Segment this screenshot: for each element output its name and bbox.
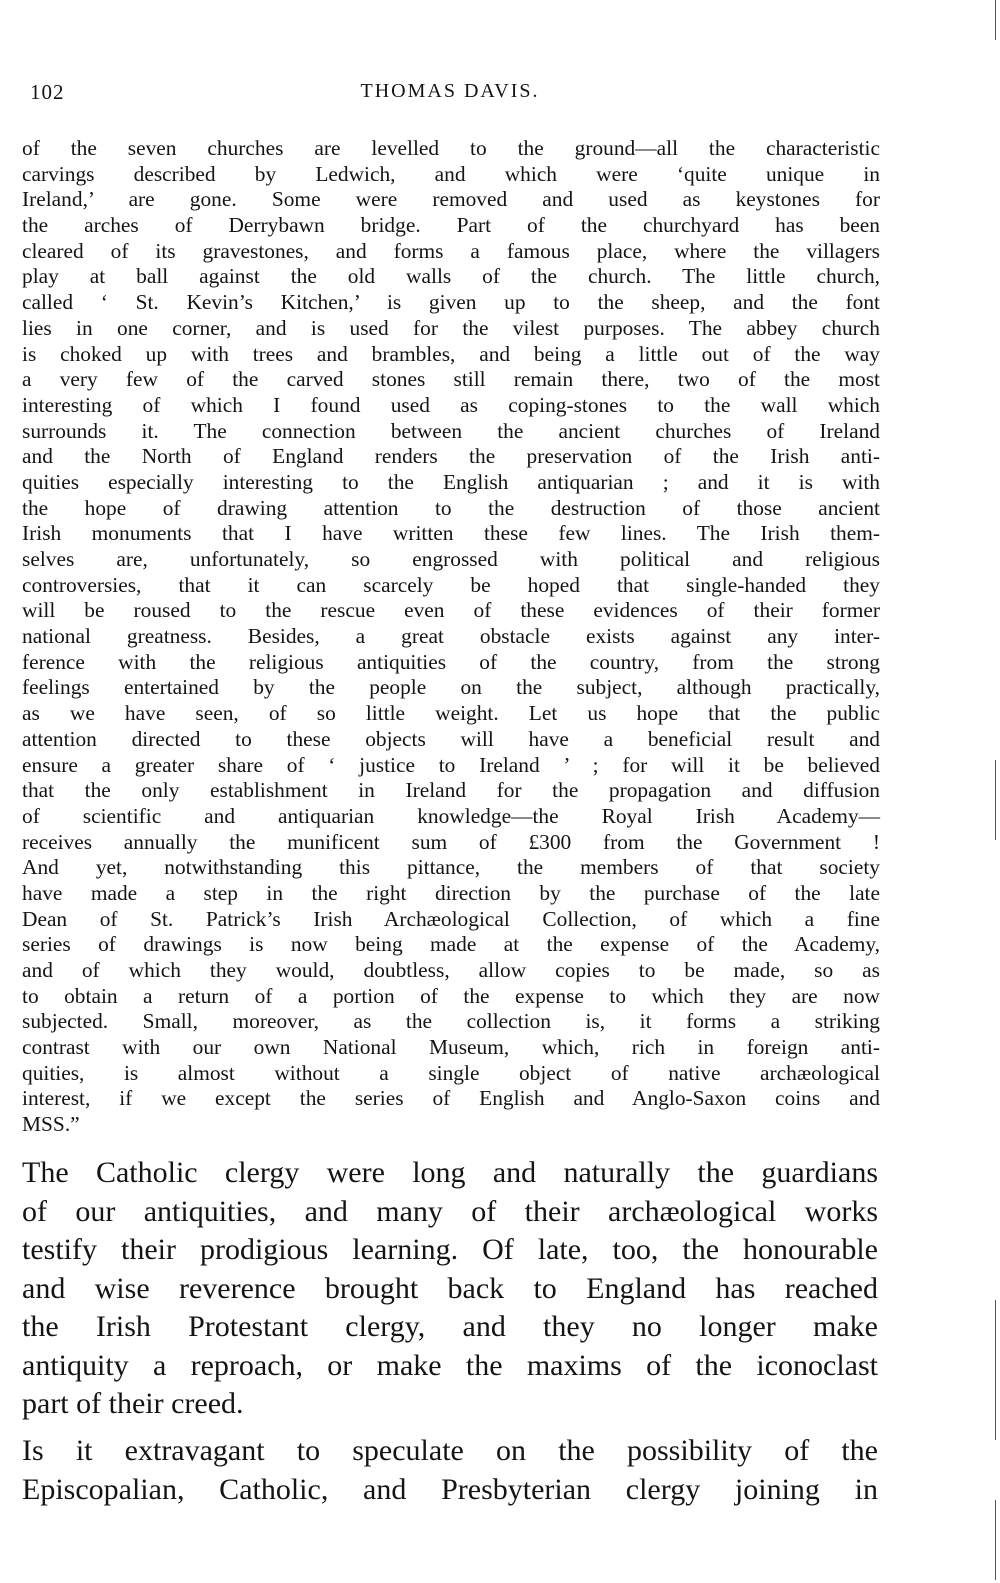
text-line: Episcopalian, Catholic, and Presbyterian clergy joining in — [22, 1472, 878, 1506]
text-line: Dean of St. Patrick’s Irish Archæological Collection, of which a fine — [22, 906, 880, 931]
text-line: is choked up with trees and brambles, and being a little out of the way — [22, 341, 880, 366]
scan-edge-mark — [995, 760, 996, 840]
text-line: interesting of which I found used as coping-stones to the wall which — [22, 392, 880, 417]
text-line: ference with the religious antiquities of the country, from the strong — [22, 649, 880, 674]
text-line: feelings entertained by the people on the subject, although practically, — [22, 675, 880, 700]
text-line: of the seven churches are levelled to the ground—all the characteristic — [22, 136, 880, 160]
text-line: carvings described by Ledwich, and which were ‘quite unique in — [22, 161, 880, 186]
text-line: interest, if we except the series of English and Anglo-Saxon coins and — [22, 1086, 880, 1111]
text-line: national greatness. Besides, a great obstacle exists against any inter- — [22, 624, 880, 649]
text-line: MSS.” — [22, 1112, 80, 1137]
text-line: controversies, that it can scarcely be hoped that single-handed they — [22, 572, 880, 597]
text-line: antiquity a reproach, or make the maxims of the iconoclast — [22, 1348, 878, 1382]
text-line: of scientific and antiquarian knowledge—the Royal Irish Academy— — [22, 803, 880, 828]
running-head: THOMAS DAVIS. — [360, 80, 540, 102]
text-line: have made a step in the right direction by the purchase of the late — [22, 880, 880, 905]
text-line: Ireland,’ are gone. Some were removed and used as keystones for — [22, 187, 880, 212]
text-line: play at ball against the old walls of the church. The little church, — [22, 264, 880, 289]
text-line: the hope of drawing attention to the destruction of those ancient — [22, 495, 880, 520]
scan-edge-mark — [995, 0, 996, 40]
scan-edge-mark — [995, 1300, 996, 1440]
text-line: selves are, unfortunately, so engrossed with political and religious — [22, 547, 880, 571]
text-line: The Catholic clergy were long and naturally the guardians — [22, 1156, 878, 1189]
text-line: that the only establishment in Ireland for the propagation and diffusion — [22, 778, 880, 803]
text-line: called ‘ St. Kevin’s Kitchen,’ is given up to the sheep, and the font — [22, 290, 880, 315]
text-line: part of their creed. — [22, 1387, 244, 1420]
text-line: receives annually the munificent sum of £300 from the Government ! — [22, 829, 880, 854]
text-line: lies in one corner, and is used for the vilest purposes. The abbey church — [22, 315, 880, 340]
text-line: quities, is almost without a single object of native archæological — [22, 1060, 880, 1085]
body-paragraph-2 — [22, 1432, 878, 1509]
text-line: quities especially interesting to the English antiquarian ; and it is with — [22, 469, 880, 494]
text-line: of our antiquities, and many of their archæological works — [22, 1194, 878, 1228]
text-line: the Irish Protestant clergy, and they no longer make — [22, 1310, 878, 1343]
page-number: 102 — [30, 80, 65, 104]
body-paragraph-1 — [22, 1154, 878, 1424]
text-line: a very few of the carved stones still remain there, two of the most — [22, 367, 880, 392]
text-line: and of which they would, doubtless, allow copies to be made, so as — [22, 958, 880, 982]
scan-edge-mark — [995, 1500, 996, 1580]
text-line: cleared of its gravestones, and forms a famous place, where the villagers — [22, 238, 880, 263]
text-line: as we have seen, of so little weight. Let us hope that the public — [22, 701, 880, 726]
text-line: attention directed to these objects will have a beneficial result and — [22, 726, 880, 751]
quoted-passage — [22, 136, 880, 1138]
text-line: Is it extravagant to speculate on the possibility of the — [22, 1434, 878, 1467]
text-line: to obtain a return of a portion of the expense to which they are now — [22, 983, 880, 1008]
text-line: subjected. Small, moreover, as the collection is, it forms a striking — [22, 1009, 880, 1034]
text-line: ensure a greater share of ‘ justice to Ireland ’ ; for will it be believed — [22, 752, 880, 777]
text-line: series of drawings is now being made at the expense of the Academy, — [22, 932, 880, 957]
text-line: And yet, notwithstanding this pittance, the members of that society — [22, 855, 880, 880]
text-line: testify their prodigious learning. Of late, too, the honourable — [22, 1233, 878, 1266]
text-line: and wise reverence brought back to England has reached — [22, 1271, 878, 1305]
text-line: the arches of Derrybawn bridge. Part of the churchyard has been — [22, 213, 880, 238]
text-line: contrast with our own National Museum, which, rich in foreign anti- — [22, 1035, 880, 1060]
text-line: Irish monuments that I have written these few lines. The Irish them- — [22, 521, 880, 546]
text-line: surrounds it. The connection between the ancient churches of Ireland — [22, 418, 880, 443]
text-line: and the North of England renders the preservation of the Irish anti- — [22, 444, 880, 469]
text-line: will be roused to the rescue even of these evidences of their former — [22, 598, 880, 623]
